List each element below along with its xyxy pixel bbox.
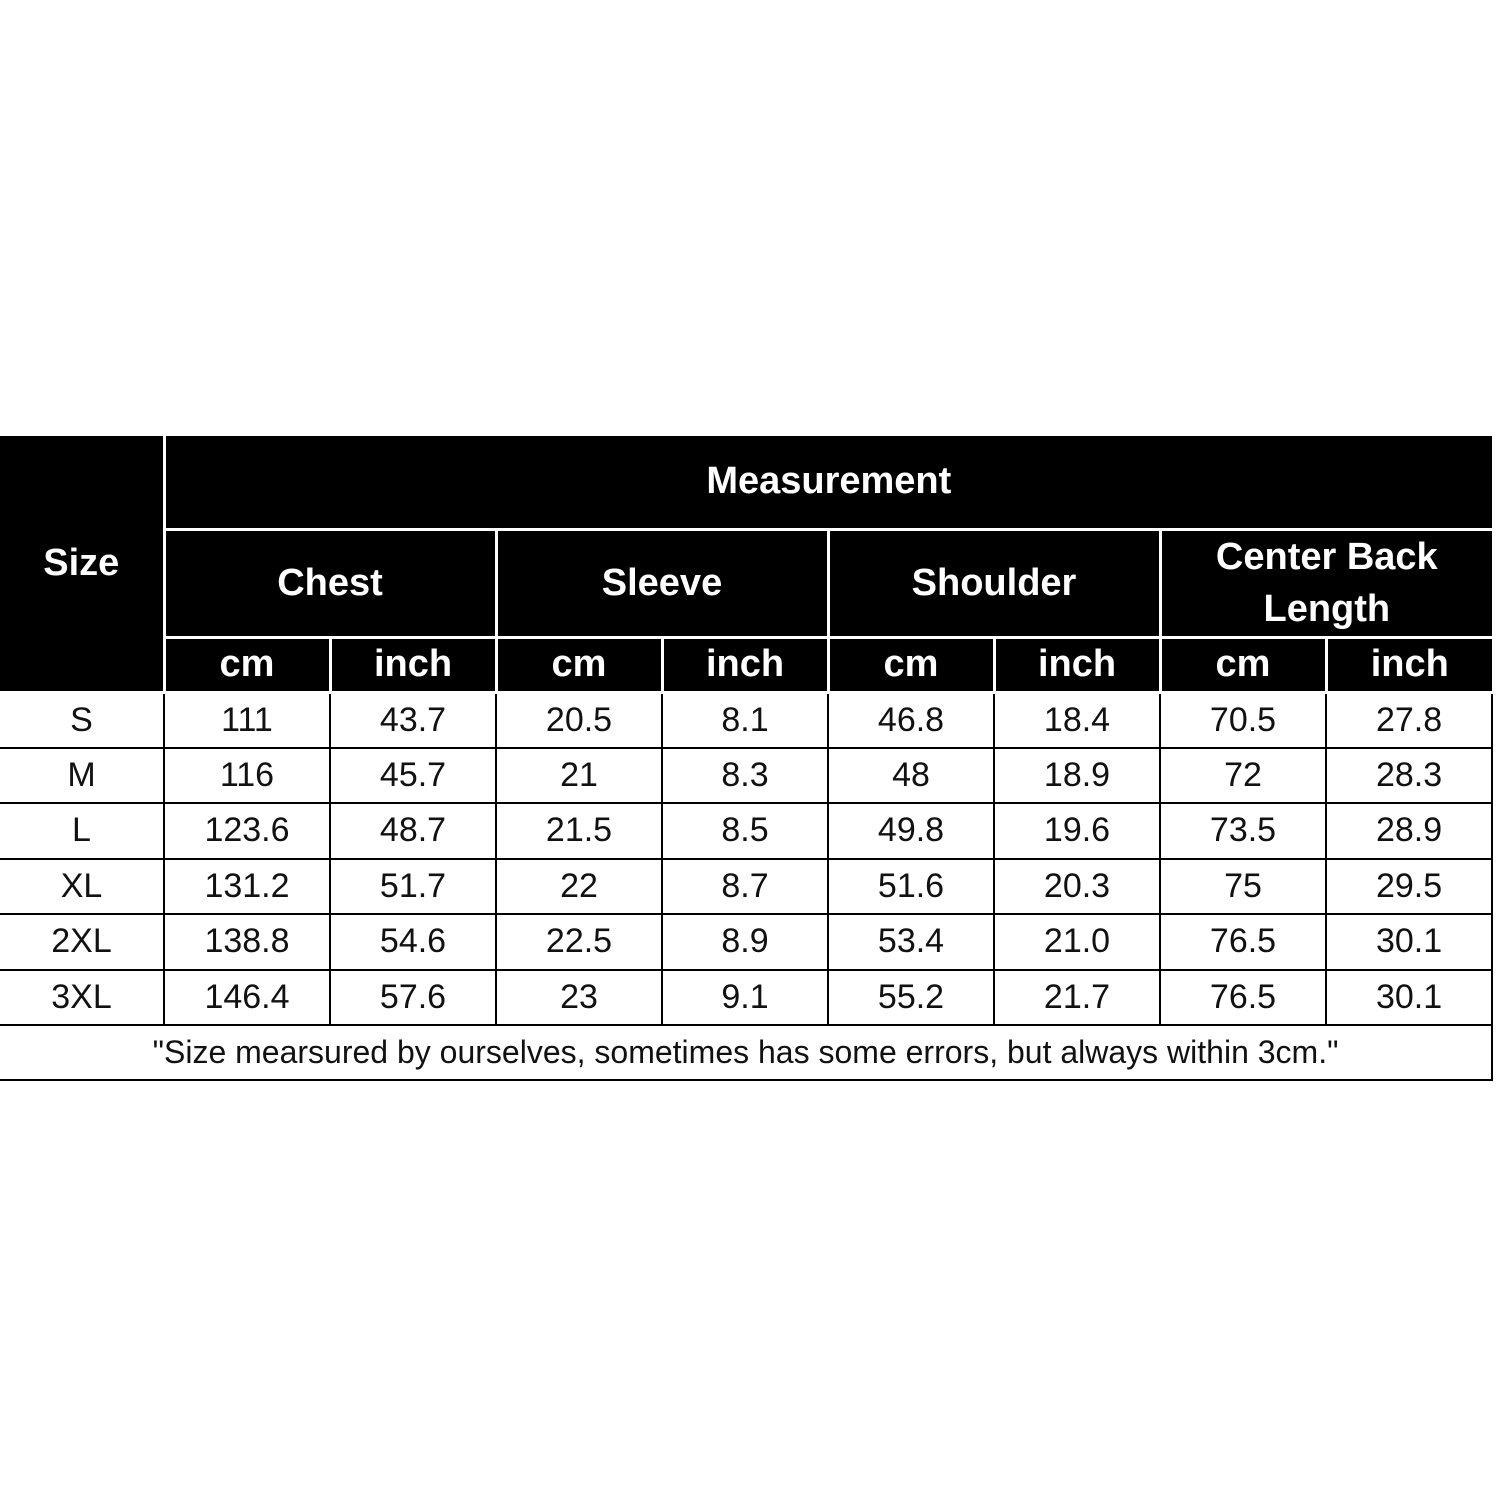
value-cell: 123.6 — [164, 803, 330, 859]
table-row — [0, 914, 1492, 970]
value-cell: 73.5 — [1160, 803, 1326, 859]
chest-header: Chest — [164, 529, 496, 637]
value-cell: 138.8 — [164, 914, 330, 970]
table-row — [0, 970, 1492, 1026]
value-cell: 75 — [1160, 859, 1326, 915]
value-cell: 57.6 — [330, 970, 496, 1026]
value-cell: 21.5 — [496, 803, 662, 859]
unit-header-sleeve-inch: inch — [662, 637, 828, 692]
unit-header-length-inch: inch — [1326, 637, 1492, 692]
unit-header-shoulder-cm: cm — [828, 637, 994, 692]
value-cell: 54.6 — [330, 914, 496, 970]
value-cell: 46.8 — [828, 692, 994, 748]
value-cell: 8.7 — [662, 859, 828, 915]
value-cell: 30.1 — [1326, 970, 1492, 1026]
value-cell: 30.1 — [1326, 914, 1492, 970]
table-row — [0, 692, 1492, 748]
size-header: Size — [0, 436, 164, 692]
shoulder-header: Shoulder — [828, 529, 1160, 637]
value-cell: 28.9 — [1326, 803, 1492, 859]
note-row — [0, 1025, 1492, 1080]
size-cell: M — [0, 748, 164, 804]
value-cell: 21 — [496, 748, 662, 804]
value-cell: 8.3 — [662, 748, 828, 804]
value-cell: 72 — [1160, 748, 1326, 804]
value-cell: 48.7 — [330, 803, 496, 859]
value-cell: 21.0 — [994, 914, 1160, 970]
size-cell: 3XL — [0, 970, 164, 1026]
sleeve-header: Sleeve — [496, 529, 828, 637]
value-cell: 76.5 — [1160, 914, 1326, 970]
value-cell: 49.8 — [828, 803, 994, 859]
value-cell: 29.5 — [1326, 859, 1492, 915]
value-cell: 18.4 — [994, 692, 1160, 748]
size-cell: XL — [0, 859, 164, 915]
unit-header-chest-inch: inch — [330, 637, 496, 692]
size-cell: L — [0, 803, 164, 859]
measurement-note: "Size mearsured by ourselves, sometimes has some errors, but always within 3cm." — [0, 1025, 1492, 1080]
value-cell: 27.8 — [1326, 692, 1492, 748]
size-cell: S — [0, 692, 164, 748]
table-header — [0, 436, 1492, 692]
header-row-groups — [0, 529, 1492, 637]
value-cell: 55.2 — [828, 970, 994, 1026]
value-cell: 51.7 — [330, 859, 496, 915]
size-chart-table — [0, 436, 1493, 1081]
table-row — [0, 859, 1492, 915]
unit-header-sleeve-cm: cm — [496, 637, 662, 692]
table-row — [0, 803, 1492, 859]
value-cell: 51.6 — [828, 859, 994, 915]
value-cell: 48 — [828, 748, 994, 804]
value-cell: 111 — [164, 692, 330, 748]
value-cell: 20.3 — [994, 859, 1160, 915]
value-cell: 8.1 — [662, 692, 828, 748]
value-cell: 43.7 — [330, 692, 496, 748]
value-cell: 76.5 — [1160, 970, 1326, 1026]
value-cell: 8.9 — [662, 914, 828, 970]
value-cell: 28.3 — [1326, 748, 1492, 804]
value-cell: 131.2 — [164, 859, 330, 915]
unit-header-shoulder-inch: inch — [994, 637, 1160, 692]
value-cell: 19.6 — [994, 803, 1160, 859]
value-cell: 45.7 — [330, 748, 496, 804]
unit-header-length-cm: cm — [1160, 637, 1326, 692]
table-body — [0, 692, 1492, 1080]
value-cell: 53.4 — [828, 914, 994, 970]
value-cell: 21.7 — [994, 970, 1160, 1026]
value-cell: 23 — [496, 970, 662, 1026]
unit-header-chest-cm: cm — [164, 637, 330, 692]
size-cell: 2XL — [0, 914, 164, 970]
value-cell: 22 — [496, 859, 662, 915]
value-cell: 18.9 — [994, 748, 1160, 804]
value-cell: 9.1 — [662, 970, 828, 1026]
table-row — [0, 748, 1492, 804]
value-cell: 116 — [164, 748, 330, 804]
header-row-measurement — [0, 436, 1492, 529]
value-cell: 8.5 — [662, 803, 828, 859]
measurement-header: Measurement — [164, 436, 1492, 529]
value-cell: 22.5 — [496, 914, 662, 970]
header-row-units — [0, 637, 1492, 692]
value-cell: 70.5 — [1160, 692, 1326, 748]
center-back-length-header: Center Back Length — [1160, 529, 1492, 637]
value-cell: 146.4 — [164, 970, 330, 1026]
value-cell: 20.5 — [496, 692, 662, 748]
